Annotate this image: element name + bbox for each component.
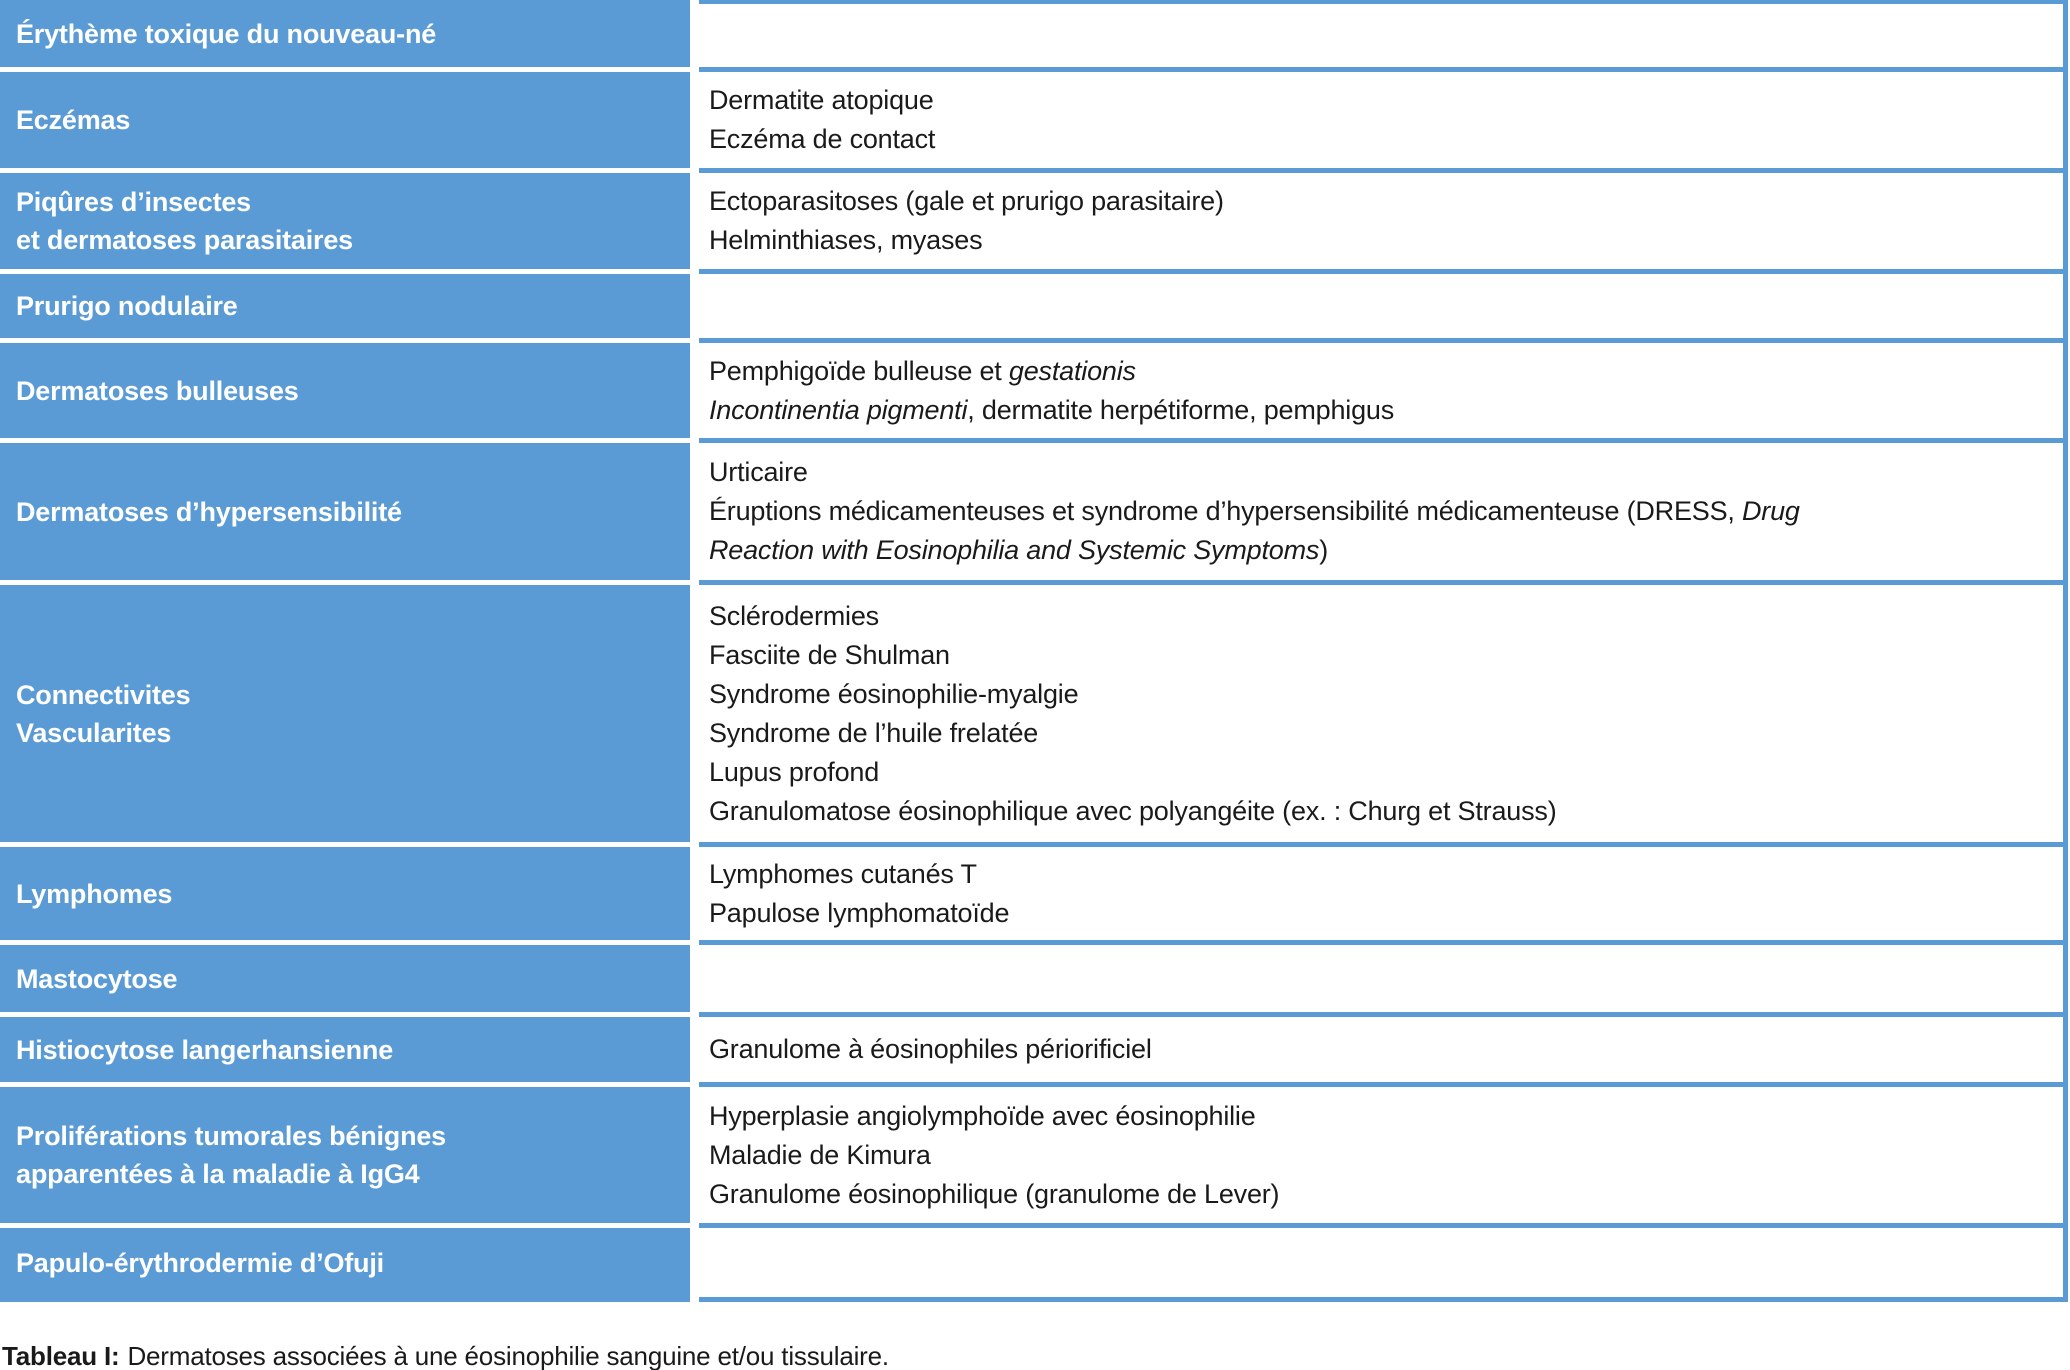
dermatosis-line [709, 753, 2049, 792]
table-row [0, 1087, 2068, 1228]
dermatosis-text-italic: Incontinentia pigmenti [709, 394, 968, 425]
dermatosis-line [709, 855, 2049, 894]
category-label-line: Dermatoses d’hypersensibilité [16, 496, 402, 527]
column-gap [690, 847, 699, 945]
category-label-line: Papulo-érythrodermie d’Ofuji [16, 1247, 384, 1278]
column-gap [690, 1017, 699, 1087]
dermatosis-line [709, 1136, 2049, 1175]
category-label-line: Prurigo nodulaire [16, 291, 238, 321]
category-cell [0, 343, 690, 443]
dermatosis-line [709, 636, 2049, 675]
dermatosis-line [709, 221, 2049, 260]
column-gap [690, 72, 699, 173]
category-cell [0, 443, 690, 585]
dermatosis-text: Granulome à éosinophiles périorificiel [709, 1034, 1152, 1064]
column-gap [690, 173, 699, 274]
table-row [0, 585, 2068, 847]
column-gap [690, 1228, 699, 1302]
dermatosis-text: Lymphomes cutanés T [709, 858, 977, 889]
dermatosis-text: Granulomatose éosinophilique avec polyangéite (ex. : Churg et Strauss) [709, 795, 1557, 826]
dermatosis-text: Lupus profond [709, 756, 880, 787]
table-caption [2, 1340, 2070, 1370]
column-gap [690, 443, 699, 585]
category-label-line: et dermatoses parasitaires [16, 225, 353, 255]
dermatosis-line [709, 675, 2049, 714]
dermatosis-line [709, 1030, 2049, 1069]
category-label-line: Piqûres d’insectes [16, 187, 251, 217]
table-row [0, 274, 2068, 343]
dermatosis-line [709, 792, 2049, 831]
category-label-line: Mastocytose [16, 963, 178, 994]
category-label-line: Érythème toxique du nouveau-né [16, 18, 437, 49]
table-caption-text: Dermatoses associées à une éosinophilie sanguine et/ou tissulaire. [127, 1341, 889, 1370]
dermatosis-text: Maladie de Kimura [709, 1139, 931, 1170]
dermatosis-line [709, 1175, 2049, 1214]
associated-dermatoses-cell [699, 0, 2068, 72]
table-row [0, 945, 2068, 1017]
dermatosis-line [709, 182, 2049, 221]
dermatosis-line [709, 120, 2049, 159]
dermatosis-text: Syndrome de l’huile frelatée [709, 717, 1039, 748]
dermatosis-text: Eczéma de contact [709, 124, 936, 154]
dermatosis-text-italic: Drug [1742, 496, 1800, 526]
category-label-line: Dermatoses bulleuses [16, 375, 299, 406]
dermatosis-text-italic: gestationis [1008, 355, 1136, 386]
associated-dermatoses-cell [699, 945, 2068, 1017]
table-row [0, 0, 2068, 72]
category-cell [0, 0, 690, 72]
column-gap [690, 945, 699, 1017]
dermatosis-text: Fasciite de Shulman [709, 639, 950, 670]
category-label-line: Proliférations tumorales bénignes [16, 1121, 447, 1151]
column-gap [690, 343, 699, 443]
category-cell [0, 173, 690, 274]
associated-dermatoses-cell [699, 173, 2068, 274]
associated-dermatoses-cell [699, 1087, 2068, 1228]
table-row [0, 443, 2068, 585]
column-gap [690, 1087, 699, 1228]
dermatosis-text: Syndrome éosinophilie-myalgie [709, 678, 1079, 709]
table-row [0, 1017, 2068, 1087]
dermatosis-text: Pemphigoïde bulleuse et [709, 355, 1009, 386]
table-row [0, 343, 2068, 443]
category-label-line: apparentées à la maladie à IgG4 [16, 1159, 420, 1189]
category-cell [0, 1228, 690, 1302]
category-cell [0, 1017, 690, 1087]
category-label-line: Eczémas [16, 105, 131, 135]
dermatosis-text: Urticaire [709, 457, 808, 487]
category-cell [0, 585, 690, 847]
associated-dermatoses-cell [699, 1228, 2068, 1302]
column-gap [690, 274, 699, 343]
category-label-line: Vascularites [16, 717, 172, 748]
dermatosis-text: ) [1319, 535, 1328, 565]
dermatosis-line [709, 492, 2049, 531]
associated-dermatoses-cell [699, 585, 2068, 847]
dermatosis-line [709, 531, 2049, 570]
category-cell [0, 274, 690, 343]
associated-dermatoses-cell [699, 1017, 2068, 1087]
associated-dermatoses-cell [699, 343, 2068, 443]
table-row [0, 72, 2068, 173]
category-cell [0, 1087, 690, 1228]
column-gap [690, 585, 699, 847]
dermatosis-text: , dermatite herpétiforme, pemphigus [967, 394, 1394, 425]
associated-dermatoses-cell [699, 274, 2068, 343]
dermatosis-line [709, 453, 2049, 492]
dermatosis-text: Hyperplasie angiolymphoïde avec éosinophilie [709, 1100, 1256, 1131]
dermatosis-text: Sclérodermies [709, 600, 879, 631]
dermatosis-line [709, 81, 2049, 120]
category-label-line: Lymphomes [16, 878, 173, 909]
dermatosis-text: Dermatite atopique [709, 85, 934, 115]
table-row [0, 1228, 2068, 1302]
category-label-line: Connectivites [16, 679, 191, 710]
associated-dermatoses-cell [699, 443, 2068, 585]
dermatosis-line [709, 1097, 2049, 1136]
category-cell [0, 847, 690, 945]
dermatosis-line [709, 714, 2049, 753]
table-row [0, 847, 2068, 945]
associated-dermatoses-cell [699, 847, 2068, 945]
dermatosis-text-italic: Reaction with Eosinophilia and Systemic Symptoms [709, 535, 1320, 565]
associated-dermatoses-cell [699, 72, 2068, 173]
category-label-line: Histiocytose langerhansienne [16, 1034, 394, 1065]
column-gap [690, 0, 699, 72]
table-row [0, 173, 2068, 274]
dermatosis-line [709, 597, 2049, 636]
dermatosis-line [709, 352, 2049, 391]
category-cell [0, 72, 690, 173]
dermatosis-text: Éruptions médicamenteuses et syndrome d’hypersensibilité médicamenteuse (DRESS, [709, 496, 1742, 526]
dermatosis-line [709, 391, 2049, 430]
table-caption-label: Tableau I: [2, 1341, 120, 1370]
dermatosis-text: Ectoparasitoses (gale et prurigo parasitaire) [709, 186, 1224, 216]
dermatosis-text: Papulose lymphomatoïde [709, 897, 1010, 928]
category-cell [0, 945, 690, 1017]
dermatosis-line [709, 894, 2049, 933]
dermatosis-text: Granulome éosinophilique (granulome de Lever) [709, 1178, 1280, 1209]
dermatosis-text: Helminthiases, myases [709, 225, 983, 255]
